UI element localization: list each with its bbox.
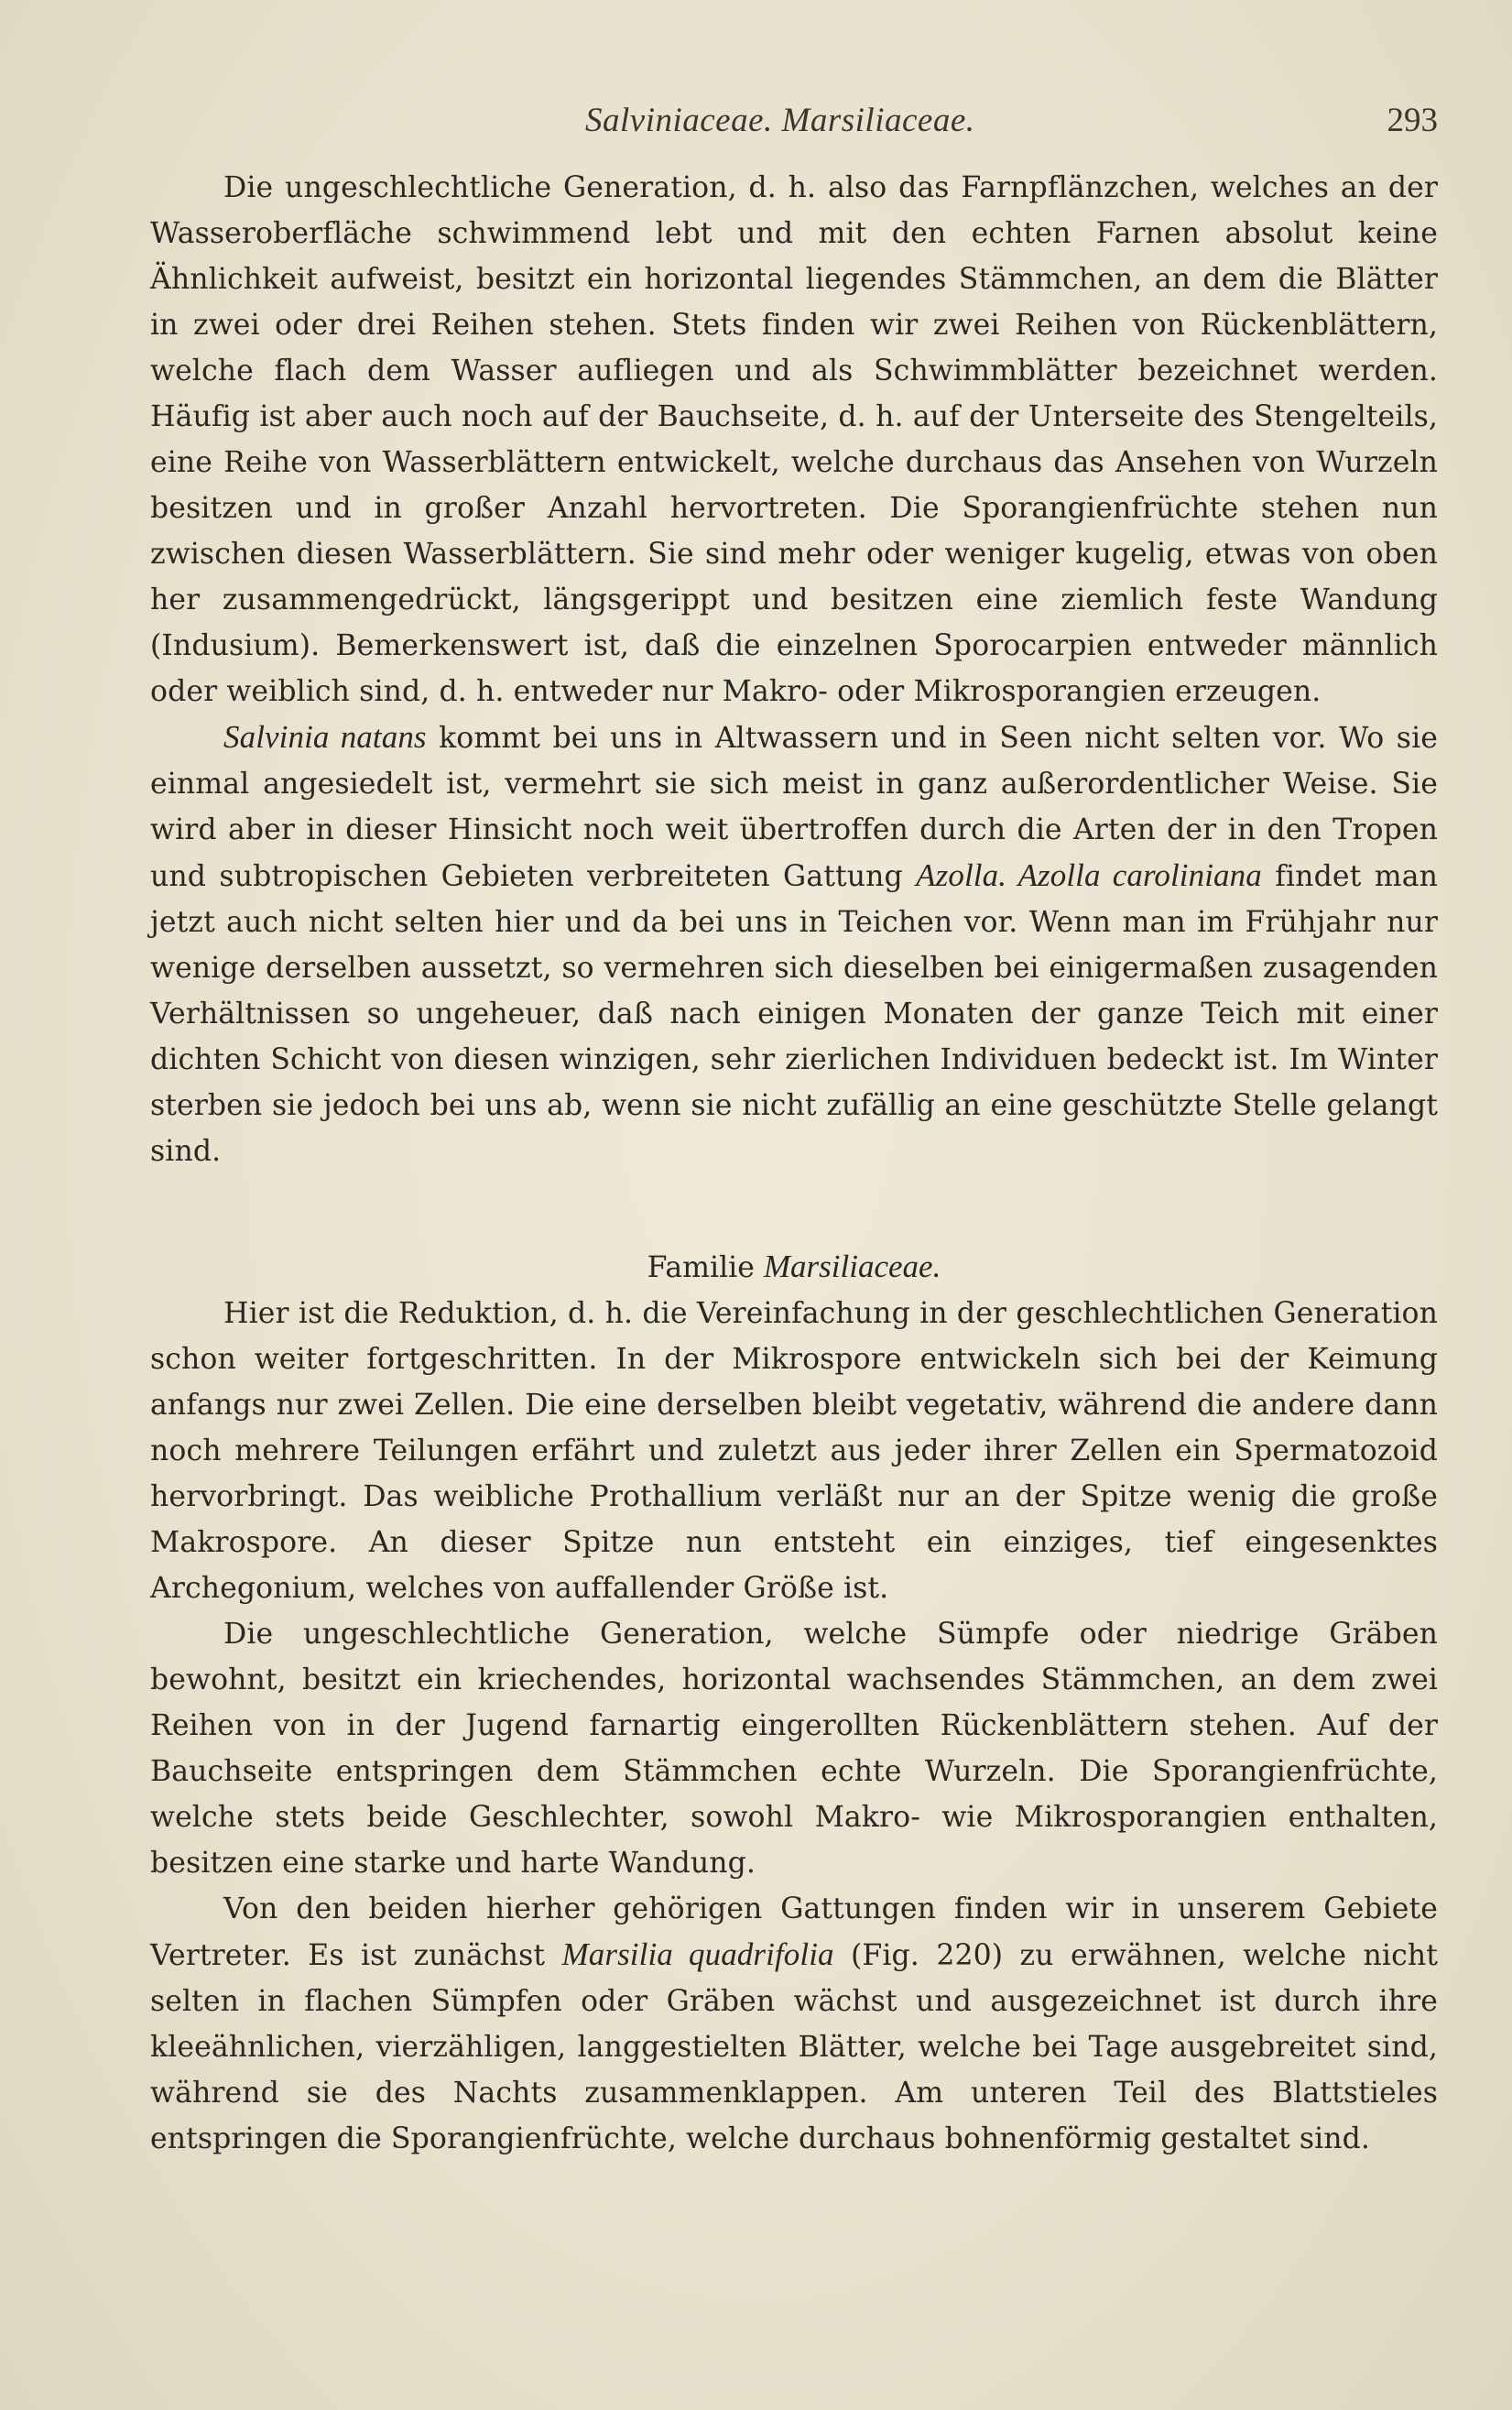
section-heading-prefix: Familie [647,1251,764,1284]
running-head [150,92,1438,165]
section-heading [150,1244,1438,1291]
running-title: Salviniaceae. Marsiliaceae. [585,102,975,139]
species-name-marsilia-quadrifolia: Marsilia quadrifolia [561,1936,834,1972]
paragraph-text-segment: (Fig. 220) zu erwähnen, welche nicht selten in flachen Sümpfen oder Gräben wächst und ausgezeichnet ist durch ihre kleeähnlichen, vierzähligen, langgestielten Blätter, welche bei Tage ausgebreitet sind, während sie des Nachts zusammenklappen. Am unteren Teil des Blattstieles entspringen die Sporangienfrüchte, welche durchaus bohnenförmig gestaltet sind. [150,1939,1438,2155]
paragraph-text-segment: kommt bei uns in Altwassern und in Seen nicht selten vor. Wo sie einmal angesiedelt ist, vermehrt sie sich meist in ganz außerordentlicher Weise. Sie wird aber in dieser Hinsicht noch weit übertroffen durch die Arten der in den Tropen und subtropischen Gebieten verbreiteten Gattung [150,722,1438,893]
section-heading-family-name: Marsiliaceae. [763,1249,941,1284]
paragraph-asexual-generation-salviniaceae: Die ungeschlechtliche Generation, d. h. also das Farnpflänzchen, welches an der Wasseroberfläche schwimmend lebt und mit den echten Farnen absolut keine Ähnlichkeit aufweist, besitzt ein horizontal liegendes Stämmchen, an dem die Blätter in zwei oder drei Reihen stehen. Stets finden wir zwei Reihen von Rückenblättern, welche flach dem Wasser aufliegen und als Schwimmblätter bezeichnet werden. Häufig ist aber auch noch auf der Bauchseite, d. h. auf der Unterseite des Stengelteils, eine Reihe von Wasserblättern entwickelt, welche durchaus das Ansehen von Wurzeln besitzen und in großer Anzahl hervortreten. Die Sporangienfrüchte stehen nun zwischen diesen Wasserblättern. Sie sind mehr oder weniger kugelig, etwas von oben her zusammengedrückt, längsgerippt und besitzen eine ziemlich feste Wandung (Indusium). Bemerkenswert ist, daß die einzelnen Sporocarpien entweder männlich oder weiblich sind, d. h. entweder nur Makro- oder Mikrosporangien erzeugen. [150,171,1438,708]
page-number: 293 [1387,102,1438,139]
paragraph-text-segment: Von den beiden hierher gehörigen Gattungen finden wir in unserem Gebiete Vertreter. Es ist zunächst [150,1892,1438,1972]
paragraph-marsilia-quadrifolia [150,1886,1438,2162]
species-name-azolla: Azolla. Azolla caroliniana [916,857,1262,893]
paragraph-text-segment: findet man jetzt auch nicht selten hier und da bei uns in Teichen vor. Wenn man im Frühjahr nur wenige derselben aussetzt, so vermehren sich dieselben bei einigermaßen zusagenden Verhältnissen so ungeheuer, daß nach einigen Monaten der ganze Teich mit einer dichten Schicht von diesen winzigen, sehr zierlichen Individuen bedeckt ist. Im Winter sterben sie jedoch bei uns ab, wenn sie nicht zufällig an eine geschützte Stelle gelangt sind. [150,860,1438,1168]
paragraph-salvinia-azolla [150,714,1438,1174]
paragraph-asexual-generation-marsiliaceae: Die ungeschlechtliche Generation, welche Sümpfe oder niedrige Gräben bewohnt, besitzt ein kriechendes, horizontal wachsendes Stämmchen, an dem zwei Reihen von in der Jugend farnartig eingerollten Rückenblättern stehen. Auf der Bauchseite entspringen dem Stämmchen echte Wurzeln. Die Sporangienfrüchte, welche stets beide Geschlechter, sowohl Makro- wie Mikrosporangien enthalten, besitzen eine starke und harte Wandung. [150,1618,1438,1880]
book-page [150,92,1438,2336]
species-name-salvinia-natans: Salvinia natans [223,719,427,755]
paragraph-reduction: Hier ist die Reduktion, d. h. die Vereinfachung in der geschlechtlichen Generation schon weiter fortgeschritten. In der Mikrospore entwickeln sich bei der Keimung anfangs nur zwei Zellen. Die eine derselben bleibt vegetativ, während die andere dann noch mehrere Teilungen erfährt und zuletzt aus jeder ihrer Zellen ein Spermatozoid hervorbringt. Das weibliche Prothallium verläßt nur an der Spitze wenig die große Makrospore. An dieser Spitze nun entsteht ein einziges, tief eingesenktes Archegonium, welches von auffallender Größe ist. [150,1297,1438,1605]
